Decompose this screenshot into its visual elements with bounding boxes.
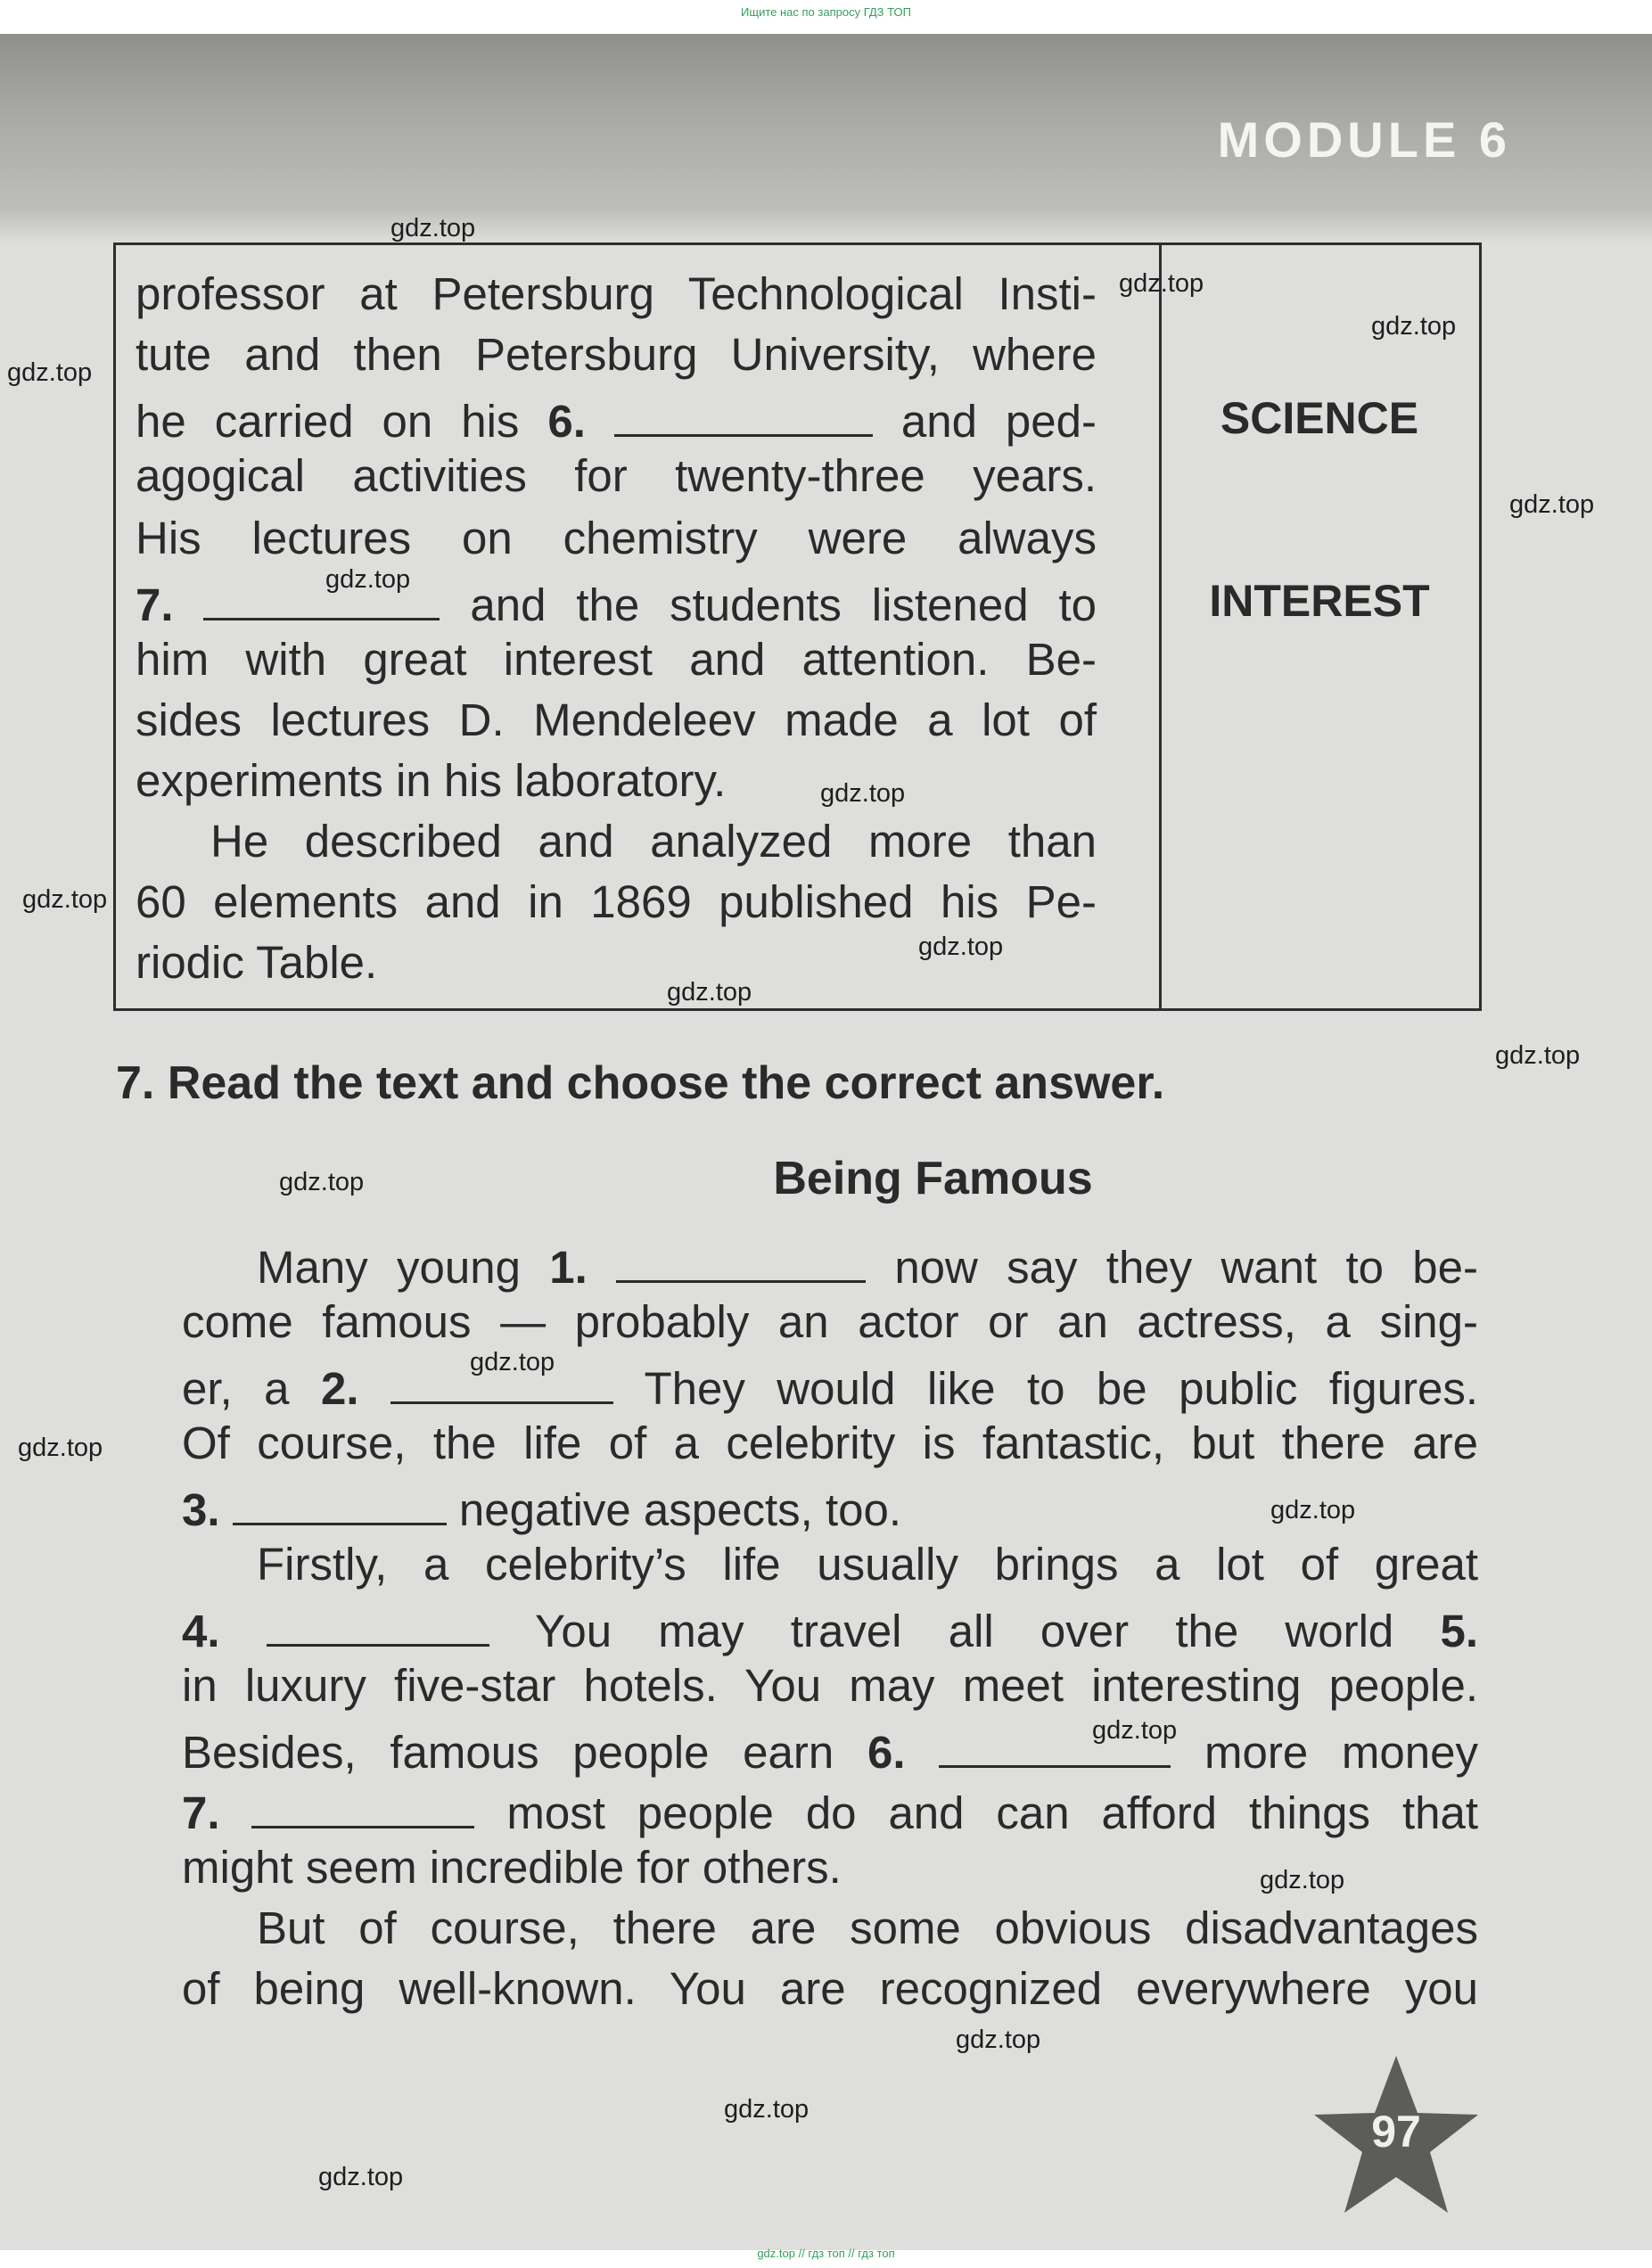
watermark: gdz.top <box>667 978 752 1007</box>
gap-number: 7. <box>182 1787 220 1838</box>
gap-number: 1. <box>549 1242 588 1293</box>
watermark: gdz.top <box>1371 312 1457 341</box>
watermark: gdz.top <box>318 2163 404 2191</box>
task-line-6: Firstly, a celebrity’s life usually brings a lot of great <box>257 1539 1478 1590</box>
line-text: negative aspects, too. <box>446 1484 902 1535</box>
box-line-8: sides lectures D. Mendeleev made a lot of <box>136 694 1097 745</box>
box-line-12: riodic Table. <box>136 937 378 988</box>
story-title: Being Famous <box>773 1153 1093 1204</box>
box-line-6 <box>136 572 1097 631</box>
watermark: gdz.top <box>1260 1866 1345 1894</box>
gap-number: 3. <box>182 1484 220 1535</box>
side-label-interest: INTEREST <box>1209 576 1430 626</box>
box-line-9: experiments in his laboratory. <box>136 755 727 806</box>
answer-gap <box>267 1598 489 1647</box>
line-text: Besides, famous people earn <box>182 1727 867 1778</box>
task-line-12: But of course, there are some obvious disadvantages <box>257 1902 1478 1953</box>
watermark: gdz.top <box>1119 269 1204 298</box>
watermark: gdz.top <box>390 214 476 242</box>
text-box-divider <box>1159 242 1162 1011</box>
line-text: now say they want to be- <box>866 1242 1478 1293</box>
module-label: MODULE 6 <box>1217 111 1511 168</box>
line-text: They would like to be public figures. <box>612 1363 1479 1414</box>
task-line-10 <box>182 1780 1478 1839</box>
box-line-4: agogical activities for twenty-three years. <box>136 450 1097 501</box>
gap-number: 6. <box>867 1727 906 1778</box>
top-note: Ищите нас по запросу ГДЗ ТОП <box>741 5 911 19</box>
watermark: gdz.top <box>1270 1496 1356 1524</box>
gap-number: 6. <box>547 396 586 447</box>
line-text: more money <box>1171 1727 1479 1778</box>
watermark: gdz.top <box>1509 490 1595 519</box>
top-banner-fade <box>0 208 1652 243</box>
box-line-2: tute and then Petersburg University, where <box>136 329 1097 380</box>
watermark: gdz.top <box>18 1434 103 1462</box>
watermark: gdz.top <box>918 933 1004 961</box>
line-text: Many young <box>257 1242 550 1293</box>
watermark: gdz.top <box>325 565 411 594</box>
gap-number: 2. <box>320 1363 359 1414</box>
line-text: er, a <box>182 1363 321 1414</box>
task-line-1 <box>257 1235 1478 1294</box>
bottom-note: gdz.top // гдз топ // гдз топ <box>757 2247 895 2260</box>
task-line-2: come famous — probably an actor or an actress, a sing- <box>182 1296 1478 1347</box>
watermark: gdz.top <box>724 2095 810 2124</box>
task-line-11: might seem incredible for others. <box>182 1842 842 1893</box>
box-line-1: professor at Petersburg Technological Insti- <box>136 268 1097 319</box>
task-line-7 <box>182 1598 1478 1657</box>
box-line-11: 60 elements and in 1869 published his Pe- <box>136 876 1097 927</box>
gap-number: 5. <box>1440 1606 1479 1656</box>
watermark: gdz.top <box>1092 1716 1178 1745</box>
task-line-13: of being well-known. You are recognized everywhere you <box>182 1963 1478 2014</box>
page-number: 97 <box>1371 2107 1421 2157</box>
task-line-9 <box>182 1720 1478 1779</box>
line-text: You may travel all over the world <box>489 1606 1441 1656</box>
box-line-5: His lectures on chemistry were always <box>136 513 1097 563</box>
task-line-4: Of course, the life of a celebrity is fantastic, but there are <box>182 1418 1478 1468</box>
answer-gap <box>251 1780 474 1828</box>
box-line-3 <box>136 389 1097 448</box>
watermark: gdz.top <box>956 2026 1041 2054</box>
line-text: most people do and can afford things that <box>474 1787 1479 1838</box>
watermark: gdz.top <box>820 779 906 808</box>
line-text: and the students listened to <box>440 579 1097 630</box>
answer-gap <box>614 389 873 437</box>
watermark: gdz.top <box>1495 1041 1581 1070</box>
box-line-10: He described and analyzed more than <box>210 816 1097 867</box>
answer-gap <box>616 1235 866 1283</box>
side-label-science: SCIENCE <box>1220 393 1419 443</box>
gap-number: 4. <box>182 1606 220 1656</box>
watermark: gdz.top <box>22 885 108 914</box>
box-line-7: him with great interest and attention. Be- <box>136 634 1097 685</box>
line-text: and ped- <box>872 396 1097 447</box>
task-line-5 <box>182 1477 901 1536</box>
watermark: gdz.top <box>470 1348 555 1376</box>
watermark: gdz.top <box>7 358 93 387</box>
gap-number: 7. <box>136 579 174 630</box>
task-heading: 7. Read the text and choose the correct answer. <box>116 1057 1165 1109</box>
answer-gap <box>233 1477 447 1525</box>
line-text: he carried on his <box>136 396 548 447</box>
task-line-3 <box>182 1356 1478 1415</box>
watermark: gdz.top <box>279 1168 365 1196</box>
task-line-8: in luxury five-star hotels. You may meet interesting people. <box>182 1660 1478 1711</box>
